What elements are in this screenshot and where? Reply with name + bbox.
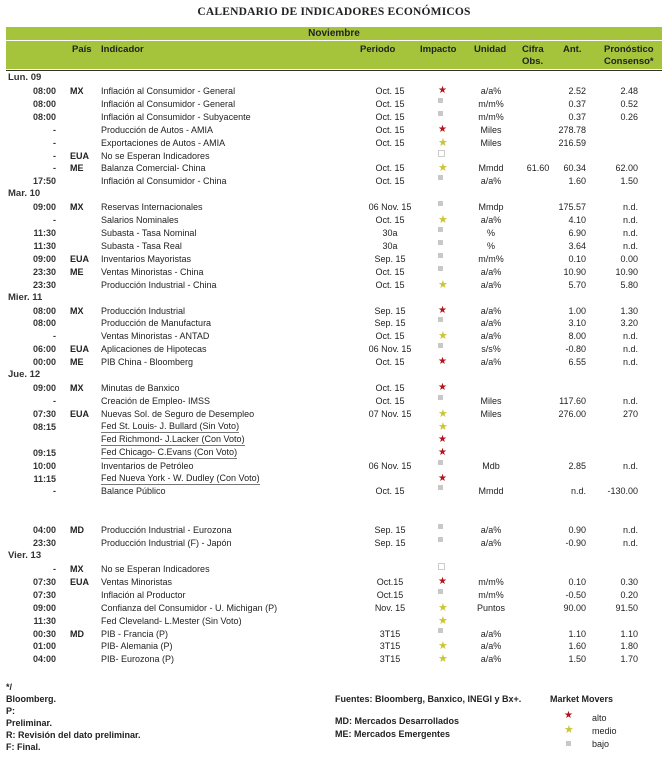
event-period: Oct. 15 bbox=[375, 279, 405, 290]
event-previous: 0.10 bbox=[568, 576, 586, 587]
event-country: EUA bbox=[70, 576, 90, 587]
event-country: MD bbox=[70, 628, 84, 639]
footnote-md: MD: Mercados Desarrollados bbox=[335, 716, 460, 726]
event-previous: 0.90 bbox=[568, 525, 586, 536]
event-unit: Mmdd bbox=[478, 163, 504, 174]
event-previous: 3.64 bbox=[568, 240, 586, 251]
table-row: - ME Balanza Comercial- China Oct. 15 Mmdd 61.60 60.34 62.00 ★ bbox=[6, 162, 662, 174]
event-forecast: n.d. bbox=[622, 396, 638, 406]
event-unit: m/m% bbox=[478, 98, 504, 109]
event-previous: 1.00 bbox=[568, 305, 586, 316]
event-indicator: Ventas Minoristas - ANTAD bbox=[101, 331, 210, 342]
table-row: Fed Richmond- J.Lacker (Con Voto) ★ bbox=[101, 433, 447, 445]
event-time: 09:00 bbox=[32, 253, 56, 264]
event-period: Oct. 15 bbox=[375, 111, 405, 122]
event-time: 09:00 bbox=[32, 383, 56, 394]
event-previous: n.d. bbox=[570, 486, 586, 497]
event-forecast: 1.70 bbox=[620, 654, 638, 665]
table-row: 11:15 Fed Nueva York - W. Dudley (Con Voto) ★ bbox=[6, 473, 662, 485]
header-pronostico: Pronóstico bbox=[604, 44, 654, 55]
event-unit: a/a% bbox=[480, 538, 502, 549]
event-unit: % bbox=[486, 228, 495, 239]
table-row bbox=[6, 524, 662, 536]
table-row bbox=[6, 589, 662, 601]
event-forecast: 270 bbox=[622, 408, 638, 419]
table-row: 09:00 Confianza del Consumidor - U. Michigan (P) Nov. 15 Puntos 90.00 91.50 ★ bbox=[6, 602, 662, 614]
event-unit: a/a% bbox=[480, 525, 502, 536]
event-unit: a/a% bbox=[480, 331, 502, 342]
table-row: 01:00 PIB- Alemania (P) 3T15 a/a% 1.60 1.80 ★ bbox=[6, 640, 662, 652]
event-time: - bbox=[53, 486, 56, 497]
event-previous: 0.37 bbox=[568, 111, 586, 122]
table-row bbox=[6, 266, 662, 278]
event-previous: 8.00 bbox=[568, 331, 586, 342]
event-unit: Mmdp bbox=[478, 202, 504, 213]
day-label: Lun. 09 bbox=[8, 72, 42, 83]
event-time: 08:00 bbox=[32, 305, 56, 316]
header-divider bbox=[6, 70, 662, 71]
event-previous: 2.52 bbox=[568, 85, 586, 96]
event-time: 00:30 bbox=[32, 628, 56, 639]
event-forecast: 1.10 bbox=[620, 628, 638, 639]
event-forecast: 0.20 bbox=[620, 589, 638, 600]
event-time: 08:00 bbox=[32, 111, 56, 122]
legend-bajo-label: bajo bbox=[592, 739, 610, 749]
event-country: ME bbox=[70, 163, 84, 174]
event-time: 23:30 bbox=[32, 538, 56, 549]
page-title: CALENDARIO DE INDICADORES ECONÓMICOS bbox=[197, 6, 471, 18]
table-row: 07:30 EUA Ventas Minoristas Oct.15 m/m% 0.10 0.30 ★ bbox=[6, 576, 662, 588]
event-previous: 175.57 bbox=[558, 202, 586, 213]
day-row bbox=[6, 188, 662, 200]
day-label: Vier. 13 bbox=[8, 550, 42, 562]
table-row: 11:30 Fed Cleveland- L.Mester (Sin Voto) ★ bbox=[6, 615, 662, 627]
event-time: 00:00 bbox=[32, 357, 56, 368]
header-pais: País bbox=[72, 44, 92, 55]
footnote-final: F: Final. bbox=[6, 742, 41, 752]
event-unit: m/m% bbox=[478, 253, 504, 264]
footnote-bloomberg: Bloomberg. bbox=[6, 694, 57, 704]
event-country: MD bbox=[70, 525, 84, 536]
header-impacto: Impacto bbox=[420, 44, 457, 55]
event-unit: Miles bbox=[480, 137, 502, 148]
table-row bbox=[6, 227, 662, 239]
event-previous: 6.55 bbox=[568, 357, 586, 368]
event-forecast: 3.20 bbox=[620, 318, 638, 329]
event-indicator: No se Esperan Indicadores bbox=[101, 150, 210, 161]
event-period: Oct. 15 bbox=[375, 383, 405, 394]
event-forecast: -130.00 bbox=[607, 486, 638, 497]
event-forecast: 62.00 bbox=[615, 163, 638, 174]
event-indicator: Balance Público bbox=[101, 486, 166, 497]
event-time: 07:30 bbox=[32, 589, 56, 600]
event-indicator: Inflación al Consumidor - Subyacente bbox=[101, 111, 251, 122]
event-previous: 4.10 bbox=[568, 215, 586, 226]
event-indicator: PIB- Alemania (P) bbox=[101, 641, 173, 652]
event-period: Oct. 15 bbox=[375, 215, 405, 226]
table-row bbox=[6, 240, 662, 252]
table-row bbox=[6, 395, 662, 407]
event-period: 3T15 bbox=[379, 641, 401, 652]
event-indicator: Subasta - Tasa Nominal bbox=[101, 228, 197, 239]
event-indicator: Exportaciones de Autos - AMIA bbox=[101, 137, 226, 148]
day-label: Mier. 11 bbox=[8, 291, 43, 303]
day-label: Jue. 12 bbox=[8, 369, 41, 381]
event-unit: % bbox=[486, 240, 495, 251]
event-forecast: 10.90 bbox=[615, 266, 638, 277]
event-unit: a/a% bbox=[480, 279, 502, 290]
event-time: - bbox=[53, 124, 56, 135]
event-unit: s/s% bbox=[481, 344, 501, 355]
event-time: 10:00 bbox=[32, 460, 56, 471]
table-row bbox=[6, 628, 662, 640]
event-previous: 10.90 bbox=[563, 266, 586, 277]
event-previous: -0.90 bbox=[565, 538, 586, 549]
footnote-fuentes: Fuentes: Bloomberg, Banxico, INEGI y Bx+. bbox=[335, 694, 522, 704]
footnote-revision: R: Revisión del dato preliminar. bbox=[6, 730, 141, 740]
table-header bbox=[6, 41, 662, 69]
event-unit: m/m% bbox=[478, 576, 504, 587]
event-time: 07:30 bbox=[32, 408, 56, 419]
event-previous: -0.80 bbox=[565, 344, 586, 355]
event-period: 06 Nov. 15 bbox=[368, 344, 412, 355]
event-unit: a/a% bbox=[480, 654, 502, 665]
event-forecast: 1.50 bbox=[620, 176, 638, 187]
table-row: 09:15 Fed Chicago- C.Evans (Con Voto) ★ bbox=[6, 447, 662, 459]
event-forecast: 91.50 bbox=[615, 602, 638, 613]
event-country: MX bbox=[70, 563, 84, 574]
event-indicator: Subasta - Tasa Real bbox=[101, 240, 182, 251]
event-country: EUA bbox=[70, 344, 90, 355]
table-row bbox=[6, 317, 662, 329]
event-previous: 1.50 bbox=[568, 654, 586, 665]
event-time: 09:00 bbox=[32, 602, 56, 613]
event-indicator: Fed Nueva York - W. Dudley (Con Voto) bbox=[101, 472, 260, 483]
event-indicator: Producción Industrial - Eurozona bbox=[101, 525, 232, 536]
event-time: 11:30 bbox=[33, 228, 56, 239]
event-period: Oct. 15 bbox=[375, 266, 405, 277]
event-forecast: n.d. bbox=[622, 228, 638, 239]
event-unit: a/a% bbox=[480, 305, 502, 316]
event-indicator: Ventas Minoristas bbox=[101, 576, 173, 587]
event-period: 06 Nov. 15 bbox=[368, 460, 412, 471]
event-indicator: Producción de Autos - AMIA bbox=[101, 124, 214, 135]
header-obs: Obs. bbox=[522, 56, 544, 67]
event-indicator: Fed Cleveland- L.Mester (Sin Voto) bbox=[101, 615, 242, 626]
event-period: Oct. 15 bbox=[375, 137, 405, 148]
event-indicator: Salarios Nominales bbox=[101, 215, 179, 226]
table-row bbox=[6, 150, 662, 162]
table-row bbox=[6, 253, 662, 265]
event-period: Sep. 15 bbox=[374, 305, 406, 316]
table-row: 08:00 MX Inflación al Consumidor - General Oct. 15 a/a% 2.52 2.48 ★ bbox=[6, 85, 662, 97]
table-row bbox=[6, 460, 662, 472]
table-row: 04:00 PIB- Eurozona (P) 3T15 a/a% 1.50 1.70 ★ bbox=[6, 653, 662, 665]
legend-medio-label: medio bbox=[592, 726, 617, 736]
spacer-row bbox=[6, 511, 662, 523]
footnote-p-key: P: bbox=[6, 706, 15, 716]
event-period: Oct. 15 bbox=[375, 85, 405, 96]
event-previous: 0.37 bbox=[568, 98, 586, 109]
event-time: 08:00 bbox=[32, 318, 56, 329]
event-indicator: Reservas Internacionales bbox=[101, 202, 203, 213]
event-time: - bbox=[53, 150, 56, 161]
event-country: EUA bbox=[70, 253, 90, 264]
event-forecast: 1.80 bbox=[620, 641, 638, 652]
event-time: 17:50 bbox=[32, 176, 56, 187]
header-unidad: Unidad bbox=[474, 44, 507, 55]
event-indicator: No se Esperan Indicadores bbox=[101, 563, 210, 574]
event-time: 23:30 bbox=[32, 279, 56, 290]
event-period: 06 Nov. 15 bbox=[368, 202, 412, 213]
event-indicator: Inventarios de Petróleo bbox=[101, 460, 194, 471]
event-unit: Mdb bbox=[482, 460, 500, 471]
table-row bbox=[6, 98, 662, 110]
event-time: 09:00 bbox=[32, 202, 56, 213]
event-indicator: Inflación al Consumidor - General bbox=[101, 85, 236, 96]
event-period: Oct. 15 bbox=[375, 98, 405, 109]
header-ant: Ant. bbox=[563, 44, 582, 55]
table-row bbox=[6, 343, 662, 355]
event-unit: m/m% bbox=[478, 111, 504, 122]
event-unit: Puntos bbox=[476, 602, 506, 613]
event-previous: -0.50 bbox=[565, 589, 586, 600]
table-row: 09:00 MX Minutas de Banxico Oct. 15 ★ bbox=[6, 382, 662, 394]
event-time: 01:00 bbox=[32, 641, 56, 652]
event-forecast: 0.30 bbox=[620, 576, 638, 587]
event-country: EUA bbox=[70, 408, 90, 419]
event-previous: 3.10 bbox=[568, 318, 586, 329]
event-time: - bbox=[53, 331, 56, 342]
event-period: Sep. 15 bbox=[374, 253, 406, 264]
event-country: MX bbox=[70, 202, 84, 213]
legend-bajo-icon bbox=[566, 741, 571, 746]
table-row bbox=[6, 537, 662, 549]
legend-medio-icon: ★ bbox=[564, 724, 574, 736]
event-time: 08:00 bbox=[32, 85, 56, 96]
table-row: 08:00 MX Producción Industrial Sep. 15 a/a% 1.00 1.30 ★ bbox=[6, 305, 662, 317]
event-period: Sep. 15 bbox=[374, 538, 406, 549]
event-unit: Miles bbox=[480, 396, 502, 406]
event-unit: a/a% bbox=[480, 318, 502, 329]
event-indicator: Balanza Comercial- China bbox=[101, 163, 206, 174]
event-previous: 0.10 bbox=[568, 253, 586, 264]
event-forecast: n.d. bbox=[622, 357, 638, 368]
event-unit: a/a% bbox=[480, 641, 502, 652]
day-row bbox=[6, 72, 662, 84]
event-time: 09:15 bbox=[32, 447, 56, 458]
table-row: 08:15 Fed St. Louis- J. Bullard (Sin Voto) ★ bbox=[6, 421, 662, 433]
table-row bbox=[6, 563, 662, 575]
event-forecast: n.d. bbox=[622, 240, 638, 251]
event-time: - bbox=[53, 163, 56, 174]
event-forecast: n.d. bbox=[622, 460, 638, 471]
event-time: 07:30 bbox=[32, 576, 56, 587]
event-time: 11:30 bbox=[33, 615, 56, 626]
event-forecast: n.d. bbox=[622, 202, 638, 213]
table-row: - Salarios Nominales Oct. 15 a/a% 4.10 n.d. ★ bbox=[6, 214, 662, 226]
event-time: 08:00 bbox=[32, 98, 56, 109]
event-forecast: 0.26 bbox=[620, 111, 638, 122]
event-unit: a/a% bbox=[480, 215, 502, 226]
event-previous: 90.00 bbox=[563, 602, 586, 613]
event-observed: 61.60 bbox=[526, 163, 550, 174]
event-period: Oct. 15 bbox=[375, 124, 405, 135]
event-time: 06:00 bbox=[32, 344, 56, 355]
event-period: Oct. 15 bbox=[375, 486, 405, 497]
event-unit: m/m% bbox=[478, 589, 504, 600]
event-unit: a/a% bbox=[480, 357, 502, 368]
event-indicator: Producción Industrial bbox=[101, 305, 186, 316]
event-indicator: Fed Chicago- C.Evans (Con Voto) bbox=[101, 446, 238, 457]
event-indicator: Creación de Empleo- IMSS bbox=[101, 396, 211, 406]
table-row bbox=[6, 111, 662, 123]
event-period: Oct. 15 bbox=[375, 396, 405, 406]
event-period: Nov. 15 bbox=[374, 602, 406, 613]
event-indicator: Ventas Minoristas - China bbox=[101, 266, 204, 277]
event-previous: 216.59 bbox=[558, 137, 586, 148]
event-previous: 276.00 bbox=[558, 408, 586, 419]
legend-title: Market Movers bbox=[550, 694, 614, 704]
event-unit: a/a% bbox=[480, 266, 502, 277]
event-indicator: Fed St. Louis- J. Bullard (Sin Voto) bbox=[101, 420, 240, 431]
table-row: 07:30 EUA Nuevas Sol. de Seguro de Desempleo 07 Nov. 15 Miles 276.00 270 ★ bbox=[6, 408, 662, 420]
event-indicator: Producción Industrial (F) - Japón bbox=[101, 538, 232, 549]
event-country: ME bbox=[70, 266, 84, 277]
spacer-row bbox=[6, 498, 662, 510]
event-previous: 6.90 bbox=[568, 228, 586, 239]
table-row: - Producción de Autos - AMIA Oct. 15 Miles 278.78 ★ bbox=[6, 124, 662, 136]
event-forecast: n.d. bbox=[622, 215, 638, 226]
event-indicator: Confianza del Consumidor - U. Michigan (P) bbox=[101, 602, 278, 613]
day-row bbox=[6, 550, 662, 562]
event-time: 11:15 bbox=[33, 473, 56, 484]
day-label: Mar. 10 bbox=[8, 188, 41, 200]
table-row: 00:00 ME PIB China - Bloomberg Oct. 15 a/a% 6.55 n.d. ★ bbox=[6, 356, 662, 368]
event-indicator: Minutas de Banxico bbox=[101, 383, 180, 394]
event-period: Oct. 15 bbox=[375, 163, 405, 174]
event-country: MX bbox=[70, 383, 84, 394]
table-row bbox=[6, 201, 662, 213]
legend-alto-icon: ★ bbox=[564, 710, 573, 721]
header-indicador: Indicador bbox=[101, 44, 144, 55]
event-unit: Miles bbox=[480, 408, 502, 419]
table-row bbox=[6, 485, 662, 497]
table-row bbox=[6, 175, 662, 187]
event-unit: Miles bbox=[480, 124, 502, 135]
event-country: MX bbox=[70, 85, 84, 96]
day-row bbox=[6, 292, 662, 304]
footnote-star: */ bbox=[6, 682, 13, 692]
event-forecast: n.d. bbox=[622, 344, 638, 355]
event-period: 30a bbox=[382, 228, 398, 239]
event-forecast: n.d. bbox=[622, 525, 638, 536]
event-time: - bbox=[53, 563, 56, 574]
event-forecast: 5.80 bbox=[620, 279, 638, 290]
event-time: - bbox=[53, 396, 56, 406]
header-periodo: Periodo bbox=[360, 44, 396, 55]
event-indicator: Fed Richmond- J.Lacker (Con Voto) bbox=[101, 433, 245, 444]
event-forecast: 0.52 bbox=[620, 98, 638, 109]
event-indicator: Inventarios Mayoristas bbox=[101, 253, 192, 264]
event-indicator: Producción de Manufactura bbox=[101, 318, 212, 329]
event-time: 04:00 bbox=[32, 654, 56, 665]
event-previous: 2.85 bbox=[568, 460, 586, 471]
header-cifra: Cifra bbox=[522, 44, 544, 55]
event-forecast: 1.30 bbox=[620, 305, 638, 316]
event-previous: 60.34 bbox=[563, 163, 586, 174]
event-time: - bbox=[53, 215, 56, 226]
event-indicator: Aplicaciones de Hipotecas bbox=[101, 344, 207, 355]
event-indicator: Inflación al Productor bbox=[101, 589, 186, 600]
footnote-me: ME: Mercados Emergentes bbox=[335, 729, 451, 739]
event-time: - bbox=[53, 137, 56, 148]
event-country: MX bbox=[70, 305, 84, 316]
event-period: 30a bbox=[382, 240, 398, 251]
header-consenso: Consenso* bbox=[604, 56, 654, 67]
event-indicator: Inflación al Consumidor - China bbox=[101, 176, 227, 187]
event-previous: 1.10 bbox=[568, 628, 586, 639]
event-forecast: 2.48 bbox=[620, 85, 638, 96]
event-period: Oct. 15 bbox=[375, 176, 405, 187]
event-indicator: PIB China - Bloomberg bbox=[101, 357, 194, 368]
event-period: 3T15 bbox=[379, 654, 401, 665]
event-indicator: Nuevas Sol. de Seguro de Desempleo bbox=[101, 408, 255, 419]
footnote-preliminar: Preliminar. bbox=[6, 718, 53, 728]
day-row bbox=[6, 369, 662, 381]
event-previous: 278.78 bbox=[558, 124, 586, 135]
table-row: 23:30 Producción Industrial - China Oct. 15 a/a% 5.70 5.80 ★ bbox=[6, 279, 662, 291]
event-period: 3T15 bbox=[379, 628, 401, 639]
event-indicator: Inflación al Consumidor - General bbox=[101, 98, 236, 109]
event-indicator: Producción Industrial - China bbox=[101, 279, 217, 290]
event-previous: 1.60 bbox=[568, 641, 586, 652]
event-unit: a/a% bbox=[480, 85, 502, 96]
event-unit: a/a% bbox=[480, 628, 502, 639]
event-indicator: PIB- Eurozona (P) bbox=[101, 654, 175, 665]
table-row: - Exportaciones de Autos - AMIA Oct. 15 Miles 216.59 ★ bbox=[6, 137, 662, 149]
event-previous: 5.70 bbox=[568, 279, 586, 290]
event-time: 23:30 bbox=[32, 266, 56, 277]
event-time: 04:00 bbox=[32, 525, 56, 536]
event-period: 07 Nov. 15 bbox=[368, 408, 412, 419]
event-country: ME bbox=[70, 357, 84, 368]
event-forecast: n.d. bbox=[622, 538, 638, 549]
event-previous: 1.60 bbox=[568, 176, 586, 187]
event-country: EUA bbox=[70, 150, 90, 161]
event-forecast: 0.00 bbox=[620, 253, 638, 264]
event-period: Sep. 15 bbox=[374, 318, 406, 329]
month-band: Noviembre bbox=[6, 27, 662, 40]
event-period: Oct. 15 bbox=[375, 357, 405, 368]
event-indicator: PIB - Francia (P) bbox=[101, 628, 169, 639]
event-previous: 117.60 bbox=[559, 396, 586, 406]
event-forecast: n.d. bbox=[622, 331, 638, 342]
event-unit: Mmdd bbox=[478, 486, 504, 497]
event-time: 11:30 bbox=[33, 240, 56, 251]
event-period: Sep. 15 bbox=[374, 525, 406, 536]
event-unit: a/a% bbox=[480, 176, 502, 187]
table-row: - Ventas Minoristas - ANTAD Oct. 15 a/a% 8.00 n.d. ★ bbox=[6, 330, 662, 342]
event-time: 08:15 bbox=[32, 421, 56, 432]
event-period: Oct. 15 bbox=[375, 331, 405, 342]
event-period: Oct.15 bbox=[376, 589, 404, 600]
legend-alto-label: alto bbox=[592, 713, 607, 723]
event-period: Oct.15 bbox=[376, 576, 404, 587]
